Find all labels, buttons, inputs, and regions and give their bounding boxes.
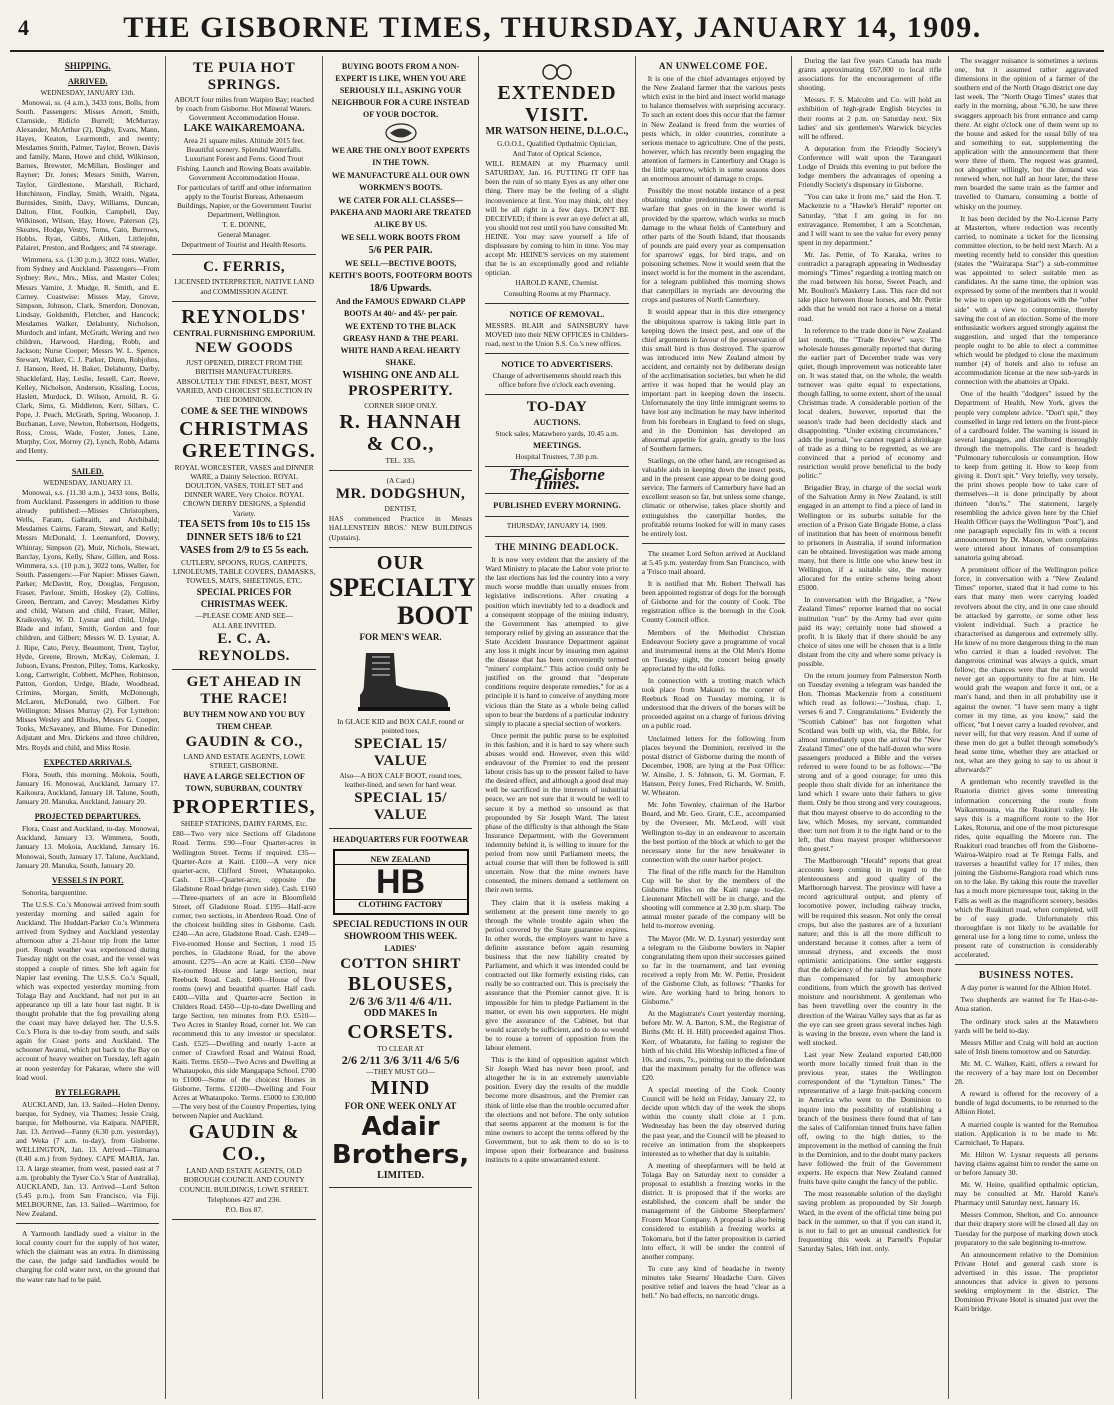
gaudin-bottom-sub: LAND AND ESTATE AGENTS, OLD BOROUGH COUNCIL AND COUNTY COUNCIL BUILDINGS, LOWE STREET. bbox=[179, 1166, 309, 1194]
logo-top: NEW ZEALAND bbox=[335, 855, 467, 865]
arrived-date: WEDNESDAY, JANUARY 13th. bbox=[40, 89, 135, 98]
ware-text: ROYAL WORCESTER, VASES and DINNER WARE, a Dainty Selection. ROYAL DOULTON, VASES, TOILET SET and DINNER WARE, Very Choice. ROYAL CROWN DERBY DESIGNS, a Splendid Variety. bbox=[174, 463, 314, 518]
goods-text: JUST OPENED, DIRECT FROM THE BRITISH MANUFACTURERS. bbox=[185, 357, 303, 376]
hannah-ad bbox=[329, 56, 472, 471]
business-item: Messrs Miller and Craig will hold an auction sale of Irish linens tomorrow and on Saturday. bbox=[954, 1037, 1098, 1056]
one-week: FOR ONE WEEK ONLY AT bbox=[344, 1101, 457, 1112]
heine-title: MR WATSON HEINE, D.L.O.C., bbox=[485, 126, 629, 137]
foe-text: It is one of the chief advantages enjoyed by the New Zealand farmer that the various pests which exist in the bird and insect world manage to balance themselves with surprising accuracy. To such an extent does this occur that the farmer in New Zealand is freed from the worries of pests which, in older countries, constitute a serious menace to agriculture. One of the pests, however, which has recently been engaging the attention of farmers in Canterbury and Otago is the little sparrow, which in some seasons does an enormous amount of damage to crops. bbox=[641, 74, 786, 184]
news-item: Unclaimed letters for the following from places beyond the Dominion, received in the postal district of Gisborne during the month of December, 1908, are lying at the Post Office: W. Ainslie, J. S. Johnson, G. M. Gorman, F. Hanson, Percy Jones, Fred Richards, W. Smith, W. Wheaton. bbox=[641, 733, 786, 798]
news-item: Mr. Jas. Pettie, of To Karaka, writes to contradict a paragraph appearing in Wednesday morning's "Times" regarding a trotting match on the road between his horse, Sweet Peach, and Mr. Boulton's Maskerry Lass. This race did not take place between those horses, and Mr. Pettie adds that he would not race a horse on a metal road. bbox=[798, 249, 942, 323]
please-come: —PLEASE COME AND SEE— bbox=[195, 610, 293, 620]
adair-brothers: Adair Brothers, bbox=[331, 1112, 470, 1171]
christmas-sub: GREETINGS. bbox=[181, 440, 316, 463]
news-item: A gentleman who recently travelled in the Ruatoria district gives some interesting information concerning the route from Waikaremoana, via the Ruakituri valley. He says this is a magnificent route to the Hot Lakes, Rotorua, and one of the most picturesque rides, quite equalling the Morere run. The Ruakituri road branches off from the Gisborne-Wairoa-Waipiro road at Te Reinga Falls, and traverses a beautiful valley for 17 miles, then joining the Gisborne-Rangiora road which runs on to the lake. By taking this route the traveller has a much more picturesque tour, taking in the Falls as well as the magnificent scenery, besides which the Ruakituri road, when completed, will be of easy grade. Unfortunately this thoroughfare is not likely to be available for general use for a long time to come, unless the present rate of construction is considerably accelerated. bbox=[954, 777, 1098, 960]
vases: VASES from 2/9 to £5 5s each. bbox=[179, 544, 309, 556]
news-item: A deputation from the Friendly Society's Conference will wait upon the Tarangauri Lodge of Druids this evening to put before the lodge members the advantages of opening a Friendly Society's dispensary in Gisborne. bbox=[798, 143, 942, 190]
special-prices: SPECIAL PRICES FOR CHRISTMAS WEEK. bbox=[196, 586, 292, 609]
gaudin-ad bbox=[172, 670, 315, 1220]
business-item: An announcement relative to the Dominion Private Hotel and general cash store is advertised in this issue. The proprietor announces that advice is given to persons seeking employment in the district. The Dominion Private Hotel is situated just over the Kaiti bridge. bbox=[954, 1249, 1098, 1314]
tourist-text: For particulars of tariff and other information apply to the Tourist Bureau, Athenaeum Buildings, Napier, or the Government Tourist Department, Wellington. bbox=[176, 182, 312, 220]
te-puia-text: ABOUT four miles from Waipiro Bay; reached by coach from Gisborne. Hot Mineral Waters. Government Accommodation House. bbox=[174, 95, 314, 123]
arrived-heading: ARRIVED. bbox=[68, 77, 108, 87]
news-item: Last year New Zealand exported £40,000 worth more locally tinned fruit than in the previous year, states the Wellington correspondent of the "Lyttelton Times." The representative of a large fruit-packing concern in America who went to the Dominion to inquire into the possibility of establishing a branch of the business there found that of late the sales of Californian tinned fruits have fallen off, owing to the high duties, to the improvement in the method of canning the fruit in the Dominion, and to the doubt many packers have followed the fruit of the Government experts. He expects that New Zealand canned fruits have quite caught the fancy of the public. bbox=[798, 1049, 942, 1187]
news-item: It has been decided by the No-License Party at Masterton, where reduction was recently carried, to nominate a ticket for the licensing committee election, to be held next March. At a meeting recently held to consider this question (states the "Wairarapa Star") a sub-committee was appointed to select suitable men as candidates. At the same time, the opinion was expressed by some of the members that it would be wise to open up negotiations with the "other side" with a view to compromise, thereby saving the cost of an election. Some of the more enthusiastic workers argued strongly against the suggestion, and urged that the temperance people ought to be able to elect a committee which would be pledged to close the maximum number (4) of hotels and also to refuse an accommodation license at the new sub-yards in connection with the abattoirs at Opaki. bbox=[954, 213, 1098, 387]
mens-wear: FOR MEN'S WEAR. bbox=[359, 631, 442, 642]
news-item: In conversation with the Brigadier, a "New Zealand Times" reporter learned that no social institution "run" by the Army had ever quite paid its way; certainly none had showed a profit. It is likely that if there should be any choice of sites one will be chosen that is a little distant from the city and where some privacy is possible. bbox=[798, 595, 942, 668]
news-item: A special meeting of the Cook County Council will be held on Friday, January 22, to decide upon which day of the week the shops within the county shall close at 1 p.m. Wednesday has been the day observed during the past year, and the Council will be pleased to receive an intimation from the shopkeepers interested as to whether that day is suitable. bbox=[641, 1085, 786, 1158]
harold-kane: HAROLD KANE, Chemist. bbox=[515, 278, 599, 288]
hannah-tel: TEL. 335. bbox=[385, 456, 416, 466]
te-puia-ad bbox=[172, 56, 315, 255]
corsets-label: CORSETS. bbox=[347, 1021, 454, 1044]
property-listings: £80—Two very nice Sections off Gladstone Road. Terms. £90—Four Quarter-acres in Wellington Street. Terms if required. £35—Quarter-Acre at Kaiti. £100—A very nice quarter-acre, Clifford Street, Whataupoko. Cash. £130—Quarter-acre, opposite the Gladstone Road bridge (town side). Cash. £160—Three-quarters of an acre in Bloomfield Street, off Gladstone Road. £195—Half-acre corner, two sections, in Aberdeen Road. One of the choicest building sites in Gisborne. Cash. £240—An acre, Gladstone Road. Cash. £249—Five-roomed House and Section, 1 rood 15 perches, in Gladstone Road, for the above amount. £275—An acre at Kaiti. £350—New six-roomed House and large section, near Reebuck Road. Cash. £400—House of five rooms (new) and beautiful quarter. Half cash. £400—Villa and Quarter-acre Section in Childers Road. £450—Up-to-date Dwelling and large Section, ten minutes from P.O. £510—Two Acres in Stanley Road, corner lot. We can recommend this to any investor or speculator. Cash. £525—Dwelling and nearly 1-acre at corner of Crawford Road and Wainui Road, Kaiti. Terms. £650—Two Acres and Dwelling at Whataupoko, this side Mangapapa School. £700 to £1000—Some of the choicest Homes in Gisborne. Terms. £1200—Dwelling and Four Acres at Whataupoko. Terms. £5000 to £30,000—The very best of the Country Properties, lying between Napier and Auckland. bbox=[172, 829, 316, 1121]
famous-text: And the FAMOUS EDWARD CLAPP BOOTS At 40/- and 45/- per pair. bbox=[335, 297, 466, 318]
column-misc-business bbox=[949, 56, 1104, 1399]
cater-text: WE CATER FOR ALL CLASSES—PAKEHA AND MAORI ARE TREATED ALIKE BY US. bbox=[330, 196, 471, 229]
deadlock-text: Once permit the public purse to be exploited in this fashion, and it is hard to say where such abuses would end. However, even this wild endeavour of the Premier to end the present labour crisis has up to the present failed to have the desired effect, and although a good deal may well be sacrificed in the interests of industrial peace, we are not sure that it would be well to secure it by a method so unsound as that propounded by Sir Joseph Ward. The latest phase of the difficulty is that although the State Insurance Department, with the Government indemnity behind it, is willing to insure for the period from now until Parliament meets, the actual course that will then be followed is still uncertain. Now that the mine owners have consented, the miners demand a settlement on their own terms. bbox=[485, 730, 629, 895]
christmas-title: CHRISTMAS bbox=[179, 418, 310, 441]
manufacture-text: WE MANUFACTURE ALL OUR OWN WORKMEN'S BOOTS. bbox=[331, 171, 470, 192]
all-invited: ALL ARE INVITED. bbox=[212, 621, 277, 630]
news-item: In reference to the trade done in New Zealand last month, the "Trade Review" says: The wholesale houses generally reported that during the earlier part of December trade was very quiet, though improvement was noticeable later on. It was stated that, on the whole, the wealth turnover was quite equal to expectations, though falling, to some extent, short of the usual Christmas trade. A considerable portion of the local dealers, however, reported that the season's trade had been decidedly slack and disappointing. "Under existing circumstances," adds the journal, "we cannot regard a shrinkage of trade as a thing to be regretted, as we are convinced that a period of economy and restriction would prove beneficial to the body politic." bbox=[798, 325, 942, 481]
projected-text: Flora, Coast and Auckland, to-day. Monowai, Auckland, January 13. Wimmera, South, January 13. Mokoia, Auckland, January 16. Monowai, South, January 17. Talune, Auckland, January 20. Manuka, South, January 20. bbox=[16, 824, 160, 870]
arrived-text: Monowai, ss. (4 a.m.), 3433 tons, Bolls, from South. Passengers: Misses Arnott, Smith, Clarnside, Ridiclo Burrell; McMurray, Alexander, McArthur (2), Digby, Evans, Mann, Hayes, Keaton, Learmonth, and twenty; Mesdames Smith, Palmer, Taylor, Brown, Davis and family, Mann, Howe and child, Wilkinson, Barnes, Brewster, McMillan, Boslinger and Rayner; Dr. Jones; Messrs Smith, Warren, Taylor, Girdlestone, Marshall, Richard, Hutchinson, Findlay, Smith, Wraith, Ngata, Burnsides, Smith, Davy, Williams, Duncan, Dalton, Flint, Foulkin, Campbell, Day, Wilkinson, Wilson, Hay, Howe, Paterson (2), Skeates, Hodge, Vestry, Toms, Cato, Burrows, Hobbs, Ryan, Gibbs, Aitken, Littlejohn, Palairet, Preston, and Rodgers; and 74 steerage. bbox=[16, 97, 160, 253]
foe-text: Possibly the most notable instance of a pest obtaining undue predominance in the eternal warfare that goes on in the lower world is provided by the sparrow, which works so much damage to the wheat fields of Canterbury and other parts of the South Island, that thousands of pounds are paid every year as compensation for sparrows' eggs, for bird traps, and on poisoning schemes. Now it would seem that the insect world is for the moment in the ascendant, for a telegram published this morning shows that caterpillars in myriads are devouring the crops and pastures of North Canterbury. bbox=[641, 186, 786, 305]
sailed-date: WEDNESDAY, JANUARY 13. bbox=[43, 479, 133, 488]
blouses-label: BLOUSES, bbox=[347, 973, 454, 996]
mining-deadlock-title: THE MINING DEADLOCK. bbox=[495, 541, 619, 552]
dentist-label: DENTIST, bbox=[384, 504, 417, 514]
news-item: The Mayor (Mr. W. D. Lysnar) yesterday sent a telegram to the Gisborne bowlers in Napier congratulating them upon their successes gained so far in the tournament, and last evening received a reply from Mr. W. Pettie, President of the Gisborne Club, as follows: "Thanks for wire. Are working hard to bring honors to Gisborne." bbox=[641, 933, 786, 1007]
dodgshun-text: HAS commenced Practice in Messrs HALLENSTEIN BROS.' NEW BUILDINGS (Upstairs). bbox=[328, 514, 473, 542]
advertisers-notice bbox=[485, 354, 628, 395]
news-item: One of the health "dodgers" issued by the Department of Health, New York, gives the people very complete advice. "Don't spit," they counselled in large red letters on the front-piece of a cardboard folder. The warning is issued in several languages, and distributed thoroughly through the metropolis. The card is headed: "Pulmonary tuberculosis or consumption. How to keep from getting it. How to keep from giving it. Don't spit." Very briefly, very tersely, the print shows people how to take care of themselves—it is done principally by about thirteen "don'ts." The statement, largely resembling the advice given here by the Chief Health Officer (says the Wellington "Post"), and one paragraph especially fits in with a recent announcement by Dr. Mason, when complaints were uttered about inmates of consumption sanatoria going abroad. bbox=[954, 389, 1098, 563]
meetings-label: MEETINGS. bbox=[533, 440, 581, 451]
reductions-text: SPECIAL REDUCTIONS IN OUR SHOWROOM THIS WEEK. bbox=[332, 919, 469, 942]
lake-text: Area 21 square miles. Altitude 2015 feet. Beautiful scenery. Splendid Waterfalls. Luxuriant Forest and Ferns. Good Trout Fishing. Launch and Rowing Boats available. Government Accommodation House. bbox=[176, 136, 312, 182]
masthead-rule bbox=[10, 50, 1104, 52]
tea-sets: TEA SETS from 10s to £15 15s bbox=[178, 518, 310, 530]
news-item: Messrs. F. S. Malcolm and Co. will hold an exhibition of high-grade English bicycles in their rooms at 2 p.m. on Saturday next. Six ladies' and six gentlemen's Warwick bicycles will be offered. bbox=[798, 95, 942, 141]
extended-visit-title: EXTENDED VISIT. bbox=[497, 82, 617, 126]
gaudin-bottom: GAUDIN & CO., bbox=[188, 1121, 300, 1166]
masthead bbox=[0, 8, 1114, 48]
news-item: A prominent officer of the Wellington police force, in conversation with a "New Zealand Times" reporter, stated that it had come to his ears that many men were carrying loaded revolvers about the city, and in one case should be attacked by garrotte, or some other less violent individual. Such a practice he characterised as dangerous and extremely silly. He knew of no more dangerous thing to the man who carried it than a loaded revolver. The dangerous criminal was always a quick, smart fellow; the chances were that the man would never get an opportunity to fire at him. He would grab the weapon and force it out, or a man's hand, and then in all probability use it against the owner. "I have seen many a tight corner in my time, as you know," said the officer, "but I never carry a loaded revolver, and never will, for that very reason. And if some of these men do get a bullet through somebody's head some time, whether they are attacked or not, what are they going to say to us about it afterwards?" bbox=[954, 565, 1098, 775]
vessels-text: Sonorita, barquentine. bbox=[22, 887, 88, 897]
have-text: HAVE A LARGE SELECTION OF TOWN, SUBURBAN, COUNTRY bbox=[183, 772, 305, 794]
foe-text: It would appear that in this dire emergency the ubiquitous sparrow is taking little part in keeping down the insect pest, and one of the chief arguments in favour of the preservation of this small bird is thus destroyed. The sparrow was introduced into New Zealand almost by accident, and certainly not by deliberate design of the acclimatisation societies, but when he did arrive it was hoped that he would play an important part in keeping down the insects. Unfortunately the tiny little immigrant seems to have lost any inclination he may have inherited from his forebears in England to feed on slugs, and in the Dominion has developed an abnormal appetite for grain, greatly to the loss of Southern farmers. bbox=[641, 307, 786, 453]
projected-heading: PROJECTED DEPARTURES. bbox=[34, 812, 141, 822]
sell-price: 5/6 PER PAIR. bbox=[368, 245, 433, 256]
auctions-label: AUCTIONS. bbox=[533, 417, 581, 428]
te-puia-title: TE PUIA HOT SPRINGS. bbox=[193, 60, 296, 93]
shipping-heading: SHIPPING. bbox=[64, 61, 111, 71]
news-item: During the last five years Canada has made grants approximating £67,000 to local rifle associations for the encouragement of rifle shooting. bbox=[798, 56, 942, 93]
news-item: At the Magistrate's Court yesterday morning, before Mr. W. A. Barton, S.M., the Registrar of Births (Mr. H. H. Hill) proceeded against Thos. Kerr, of Whatatutu, for failing to register the birth of his child. His Worship inflicted a fine of 10s. and costs, 7s., pointing out to the defendant that the maximum penalty for the offence was £20. bbox=[641, 1009, 786, 1082]
clear-at: TO CLEAR AT bbox=[377, 1044, 424, 1054]
telegraph-text: AUCKLAND, Jan. 13. Sailed—Helen Denny, barque, for Sydney, via Thames; Jessie Craig, barque, for Melbourne, via Kaipara. NAPIER, Jan. 13. Arrived—Fanny (6.30 p.m. yesterday), and Weka (7 a.m. to-day), from Gisborne. WELLINGTON, Jan. 13. Arrived—Tiimaroa (8.40 a.m.) from Sydney. CAPE MARIA, Jan. 13. A large steamer, from west, passed east at 7 a.m. (probably the Tyser Co.'s Star of Australia). AUCKLAND, Jan. 13. Arrived—Lord Selton (5.45 p.m.), from San Francisco, via Fiji. MELBOURNE, Jan. 13. Sailed—Warrimoo, for New Zealand. bbox=[16, 1099, 160, 1218]
glace-text: In GLACE KID and BOX CALF, round or pointed toes, bbox=[337, 716, 464, 735]
mind-label: MIND bbox=[370, 1077, 431, 1100]
deadlock-text: This is the kind of opposition against which Sir Joseph Ward has never been proof, and altogether he is in an extremely unenviable position. Every day the results of the muddle become more disastrous, and the Premier can think of little else than the trouble occurred after the elections and not before. The only solution that seems apparent at the moment is for the mine owners to accept the terms offered by the Government, but to ask them to do so is to impose upon their forbearance and business instincts to a quite unwarranted extent. bbox=[485, 1055, 629, 1165]
boot-illustration-icon bbox=[346, 645, 456, 715]
hb-clothing-ad bbox=[329, 829, 472, 1188]
harold-sub: Consulting Rooms at my Pharmacy. bbox=[503, 288, 611, 298]
vessels-heading: VESSELS IN PORT. bbox=[52, 875, 124, 885]
properties: PROPERTIES, bbox=[172, 796, 316, 819]
sell-text: WE SELL WORK BOOTS FROM bbox=[340, 233, 461, 242]
race-sub: BUY THEM NOW AND YOU BUY THEM CHEAP. bbox=[183, 710, 306, 732]
wesell-price: 18/6 Upwards. bbox=[369, 283, 432, 294]
wesell-text: WE SELL—BECTIVE BOOTS, KEITH'S BOOTS, FOOTFORM BOOTS bbox=[328, 259, 473, 280]
news-item: The final of the rifle match for the Hamilton Cup will be shot by the members of the Gisborne Rifles on the Kaiti range to-day. Lieutenant Mitchell will be in charge, and the shooting will commence at 2.30 p.m. sharp. The annual muster parade of the company will be held to-morrow evening. bbox=[641, 866, 786, 931]
heine-sub-2: And Tutor of Optical Science, bbox=[512, 149, 602, 159]
hb-logo bbox=[333, 849, 469, 915]
news-item: On the return journey from Palmerston North on Tuesday evening a telegram was handed the Hon. Thomas Mackenzie from a constituent which read as follows:—"Joshua, chap. 1, verses 6 and 7. Congratulations." Evidently the "Scottish Cabinet" has not forgotten what Scotland was built up with, via, the Bible, for almost immediately upon the arrival the "New Zealand Times" one of the half-dozen who were passengers produced a Bible and the verses referred to were found to be as follows:—"Be strong and of a good courage; for unto this people thou shalt divide for an inheritance the land which I sware unto their fathers to give them. Only be thou strong and very courageous, that thou mayest observe to do according to the law, which Moses, my servant, commanded thee: turn not from it to the right hand or to the left, that thou mayest prosper whithersoever thou goest." bbox=[798, 671, 942, 853]
gaudin-title: GAUDIN & CO., bbox=[185, 734, 303, 751]
our-label: OUR bbox=[376, 551, 425, 574]
dodgshun-ad bbox=[329, 471, 472, 547]
columns bbox=[10, 56, 1104, 1399]
limited-label: LIMITED. bbox=[377, 1170, 425, 1182]
blouse-prices: 2/6 3/6 3/11 4/6 4/11. bbox=[349, 994, 452, 1009]
gisborne-times-nameplate: The Gisborne Times. bbox=[509, 465, 605, 494]
business-item: Mr. M. C. Walker, Kaiti, offers a reward for the recovery of a bay mare lost on December 28. bbox=[954, 1058, 1098, 1087]
advertisers-heading: NOTICE TO ADVERTISERS. bbox=[501, 358, 613, 369]
also-text: Also—A BOX CALF BOOT, round toes, leather-lined, and sewn for hard wear. bbox=[339, 770, 462, 789]
prosperity: PROSPERITY. bbox=[348, 383, 453, 399]
logo-bottom: CLOTHING FACTORY bbox=[335, 899, 467, 909]
donne-role: General Manager. bbox=[217, 230, 271, 240]
advertisers-text: Change of advertisements should reach this office before five o'clock each evening. bbox=[492, 370, 622, 389]
ferris-role: LICENSED INTERPRETER, NATIVE LAND and COMMISSION AGENT. bbox=[174, 277, 314, 296]
specialty-label: SPECIALTY bbox=[328, 572, 476, 602]
odd-makes: ODD MAKES In bbox=[363, 1008, 438, 1020]
lake-title: LAKE WAIKAREMOANA. bbox=[183, 123, 305, 135]
reynolds-sub: CENTRAL FURNISHING EMPORIUM. bbox=[173, 328, 316, 338]
goods-text-2: ABSOLUTELY THE FINEST, BEST, MOST VARIED, AND CHOICEST SELECTION IN THE DOMINION. bbox=[176, 376, 313, 404]
foe-text: Starlings, on the other hand, are recognised as valuable aids in keeping down the insect pests, and in the present case appear to be doing good service. The farmers of Canterbury have had an excellent season so far, but unless some change, climatic or otherwise, takes place shortly and extinguishes the caterpillar hordes, the profitable returns looked for will in many cases be entirely lost. bbox=[641, 455, 786, 538]
business-item: A day porter is wanted for the Albion Hotel. bbox=[960, 983, 1091, 993]
expected-text: Flora, South, this morning. Mokoia, South, January 16. Monowai, Auckland, January 17. Kaikoura, Auckland, January 18. Talune, South, January 20. Manuka, Auckland, January 20. bbox=[16, 769, 160, 807]
eca-reynolds: E. C. A. REYNOLDS. bbox=[198, 631, 290, 665]
news-item: The swagger nuisance is sometimes a serious one, but it assumed rather aggravated dimensions in the opinion of a farmer of the southern end of the North Otago district one day last week. The "North Otago Times" states that early in the morning, about "6.30, he saw three swaggers approach his front entrance and camp there. At eight o'clock one of them went up to the house and asked for the usual billy of tea and something to eat, supplementing the application with the announcement that there were three of them. The request was granted, not altogether willingly, but the demand was renewed when, not half an hour later, the three men boarded the same train as the farmer and travelled to Oamaru, consuming a bottle of whisky on the journey. bbox=[954, 56, 1098, 211]
card-label: (A Card.) bbox=[386, 476, 415, 486]
dateline: THURSDAY, JANUARY 14, 1909. bbox=[506, 522, 608, 531]
must-go: —THEY MUST GO— bbox=[366, 1067, 436, 1077]
business-notes-heading: BUSINESS NOTES. bbox=[978, 970, 1074, 982]
removal-heading: NOTICE OF REMOVAL. bbox=[509, 308, 605, 319]
news-item: The most reasonable solution of the daylight saving problem as propounded by Sir Joseph Ward, in the event of the official time being put back in the summer, so that if you can stand it, is not to fail to get an unusual candlestick for frequenting this week at Parnell's Popular Saturday Sales, 16th inst. only. bbox=[798, 1189, 942, 1253]
business-item: A married couple is wanted for the Remuhoa station. Application is to be made to Mr. Carmichael, Te Hapara. bbox=[954, 1119, 1098, 1147]
column-local-news bbox=[636, 56, 792, 1399]
news-item: In connection with a trotting match which took place from Makauri to the corner of Reebuck Road on Tuesday morning, it is understood that the drivers of the horses will be proceeded against on a charge of furious driving on a public road. bbox=[641, 676, 786, 731]
column-general-news bbox=[792, 56, 948, 1399]
today-box bbox=[485, 395, 628, 467]
crest-icon bbox=[384, 122, 418, 144]
logo-hb: HB bbox=[375, 863, 426, 902]
today-label: TO-DAY bbox=[526, 399, 588, 416]
gaudin-sub: LAND AND ESTATE AGENTS, LOWE STREET, GISBORNE. bbox=[183, 752, 305, 771]
arrived-text: Wimmera, s.s. (1.30 p.m.), 3022 tons, Waller, from Sydney and Auckland. Passengers—From Sydney: Rev., Mrs., Miss, and Master Coles; Messrs Vamire, J. Mudge, R. Smith, and E. Carney. Coastwise: Misses May, Grove, Simpson, Johnson, Clark, Smerdon, Donovan, Lindsay, Goldsmith, Fletcher, and Hancock; Mesdames Walker, Delahunty, Nicholson, Murdoch and infant, McGrath, Wering and two children, Harwood, Harding, Robb, and Jackson; Nurse Cooper; Messrs W. L. Spence, Stewart, Walker, C. J. Parker, Dunn, Robjohns, J. Hanson, Reed, H. Baker, Delahunty, Darby, Shacklefard, Hay, Leslie, Jessell, Carr, Reeve, Kelley, Nicholson, Anderson, Kissling, Locus, Haslett, Murdock, D. Wilson, Arnold, R. G. Clark, Sims, G. Middleton, Kerr, Sillars, C. Pope, J. Peach, McGrath, Spring, Woosnop, J. Buchanan, Love, Newton, Robertson, Hodgetts, Ross, Cross, Wade, Foster, Jones, Lane, Murphy, Cox, Morrey (2), Lynch, Robb, Adams and Henty. bbox=[16, 255, 160, 456]
landlady-text: A Yarmouth landlady sued a visitor in the local county court for the supply of hot water, which the claimant was an extra. In dismissing the case, the judge said landladies would be charging for cold water next, on the ground that the water rate had to be paid. bbox=[16, 1229, 160, 1284]
removal-notice bbox=[485, 304, 628, 354]
unwelcome-foe-title: AN UNWELCOME FOE. bbox=[659, 61, 768, 71]
special-value-1: SPECIAL 15/ VALUE bbox=[354, 735, 447, 769]
hannah-name: R. HANNAH & CO., bbox=[339, 411, 462, 456]
sailed-heading: SAILED. bbox=[71, 467, 104, 477]
sailed-text: Monowai, s.s. (11.30 a.m.), 3433 tons, Bolls, from Auckland. Passengers in addition to those already published:—Misses Christophers, Wells, Faram, Galbraith, and Archibald; Mesdames Cairns, Faram, Stewart, and Kelly; Messrs McDonald, J. Leemanford, Dovery, Whinray, Simpson (2), Muir, Nichols, Stewart, Barclay, Lyons, Kelly, Shaw, Gillen, and Ross. Wimmera, s.s. (10 p.m.), 3022 tons, Waller, for South. Passengers:—For Napier: Misses Gawn, Parker, McDavitt, Roy, Douglas, Ferguson, Fraser, Pavlour, Smith, Hoskey (2), Collins, Green, Bertram, and Cavey; Mesdames Kirby and child, Watson and child, Fraser, Miller, Kraikovsky, W. D. Lysnar and child, Urdge, Blade and infant, Smith, Gordon and four children, and Gilbert; Messrs W. D. Lysnar, A. J. Ripe, Cato, Percy, Beaumont, Trent, Taylor, Hyde, Greene, Brown, McKay, Coleman, J. Jobson, Evans, Preston, Pilley, Toms, Karkosky, Long, Cartwright, Cobbett, McPhee, Robinson, Patton, Gordon, Urdge, Blade, Woodhead, Crimins, Morgan, Smith, McDonough, McLaren, McDonald, two Gilbert. For Wellington: Misses Murray (2). For Lyttelton: Misses Wesley and Rhodes, Messrs G. Cooper, Tonks, McSavaney, and Blume. For Dunedin: Adjutant and Mrs. Dickens and three children, Mrs. Royds and child, and Miss Rosie. bbox=[16, 487, 160, 752]
extend-text: WE EXTEND TO THE BLACK GREASY HAND & THE PEARL WHITE HAND A REAL HEARTY SHAKE. bbox=[340, 322, 461, 367]
race-title: GET AHEAD IN THE RACE! bbox=[186, 674, 302, 708]
expected-heading: EXPECTED ARRIVALS. bbox=[43, 757, 132, 767]
business-item: Two shepherds are wanted for Te Hau-o-te-Atua station. bbox=[954, 995, 1098, 1014]
wishing-text: WISHING ONE AND ALL bbox=[342, 370, 459, 381]
optician-crest-icon bbox=[540, 60, 574, 82]
auctions-text: Stock sales, Matawhero yards, 10.45 a.m. bbox=[495, 429, 619, 439]
column-boot-ads bbox=[323, 56, 479, 1399]
dinner-sets: DINNER SETS 18/6 to £21 bbox=[186, 531, 302, 543]
news-item: Mr. John Townley, chairman of the Harbor Board, and Mr. Geo. Grant, C.E., accompanied by the Overseer, Mr. McLeod, will visit Wellington to-day in an endeavour to ascertain the best portion of the block at which to get the necessary stone for the new breakwater in connection with the outer harbor project. bbox=[641, 800, 786, 864]
hq-text: HEADQUARTERS FUR FOOTWEAR bbox=[332, 835, 469, 845]
corner-shop: CORNER SHOP ONLY. bbox=[364, 401, 438, 410]
po-box: P.O. Box 87. bbox=[225, 1204, 263, 1214]
only-text: WE ARE THE ONLY BOOT EXPERTS IN THE TOWN. bbox=[331, 146, 470, 167]
goods-title: NEW GOODS bbox=[195, 339, 294, 356]
business-item: The ordinary stock sales at the Matawhero yards will be held to-day. bbox=[954, 1016, 1098, 1035]
dodgshun-name: MR. DODGSHUN, bbox=[335, 486, 466, 503]
deadlock-text: They claim that it is useless making a settlement at the present time merely to go through the whole trouble again when the period covered by the State guarantee expires. In other words, the employers want to have a definite assurance before again resuming business that the new liability created by Parliament, and which it was intended could be contracted out like formerly existing risks, can really be so contracted out. This is precisely the assurance that the Premier cannot give. It is impossible for him to pledge Parliament in the matter, or even his own supporters. He might give the assurance of the Cabinet, but that would scarcely be sufficient, and to do so would be to rouse a torrent of opposition from the labour element. bbox=[485, 897, 629, 1052]
ferris-ad bbox=[172, 255, 315, 301]
deadlock-text: It is now very evident that the anxiety of the Ward Ministry to placate the Labor vote prior to the last elections has led the country into a very much worse muddle than usually ensues from legislative indiscretions. After creating a position which inevitably led to a deadlock and a consequent stoppage of the mining industry, the Government has attempted to give temporary relief by giving an assurance that the State Accident Insurance Department against any loss it might incur by insuring men against the disease that has been conveniently termed "miners' complaint." This action could only be justified on the ground that "desperate conditions require desperate remedies," for as a principle it is hard to conceive of anything more vicious than the State as a whole being called upon to bear the burdens of a particular industry simply to placate a special section of workers. bbox=[485, 555, 629, 728]
specialty-boot-ad bbox=[328, 548, 476, 829]
port-text: The U.S.S. Co.'s Monowai arrived from south yesterday morning and sailed again for Auckland. The Huddart-Parker Co.'s Wimmera arrived from Sydney and Auckland yesterday afternoon after a 21-hour trip from the latter port. Rough weather was experienced during Tuesday night on the coast, and the vessel was stopped a couple of times. She left again for Napier last evening. The U.S.S. Co.'s Squall, which was expected yesterday morning from Tolaga Bay and Auckland, had not put in an appearance up till a late hour last night. It is thought probable that the fog prevailing along the coast may have delayed her. The U.S.S. Co.'s Flora is due to-day from south, and sails again for Coast ports and Auckland. The schooner Awanui, which put back to the Bay on account of heavy weather on Tuesday, left again at noon yesterday for Pakarae, where she will load wool. bbox=[16, 899, 160, 1082]
meetings-text: Hospital Trustees, 7.30 p.m. bbox=[515, 452, 599, 462]
donne-name: T. E. DONNE, bbox=[222, 220, 266, 230]
buying-text: BUYING BOOTS FROM A NON-EXPERT IS LIKE, WHEN YOU ARE SERIOUSLY ILL, ASKING YOUR NEIGHBOUR FOR A CURE INSTEAD OF YOUR DOCTOR. bbox=[331, 62, 470, 119]
come-see: COME & SEE THE WINDOWS bbox=[180, 406, 308, 417]
published-label: PUBLISHED EVERY MORNING. bbox=[493, 500, 621, 511]
column-notices-editorial bbox=[479, 56, 635, 1399]
news-item: To cure any kind of headache in twenty minutes take Stearns' Headache Cure. Gives positive relief and leaves the head "clear as a bell." No bad effects, no narcotic drugs. bbox=[641, 1263, 786, 1301]
news-item: It is notified that Mr. Robert Thelwall has been appointed registrar of dogs for the borough of Gisborne and for the county of Cook. The registration office is the borough in the Cook County Council office. bbox=[641, 579, 786, 625]
boot-label: BOOT bbox=[397, 600, 473, 630]
reynolds-title: REYNOLDS' bbox=[181, 305, 307, 328]
column-shipping bbox=[10, 56, 166, 1399]
news-item: "You can take it from me," said the Hon. T. Mackenzie to a "Hawke's Herald" reporter on Saturday, "that I am going in for no extravagance. Remember, I am a Scotchman, and I will want to see the value for every penny spent in my department." bbox=[798, 192, 942, 247]
news-item: The steamer Lord Sefton arrived at Auckland at 5.45 p.m. yesterday from San Francisco, with a 'Frisco mail aboard. bbox=[641, 548, 786, 576]
heine-sub: G.O.O.I., Qualified Opthalmic Optician, bbox=[497, 139, 617, 148]
cutlery-text: CUTLERY, SPOONS, RUGS, CARPETS, LINOLEUMS, TABLE COVERS, DAMASKS, TOWELS, MATS, SHEETINGS, ETC. bbox=[173, 557, 316, 585]
properties-sub: SHEEP STATIONS, DAIRY FARMS, Etc. bbox=[180, 819, 308, 829]
telegraph-heading: BY TELEGRAPH. bbox=[55, 1087, 121, 1097]
cotton-label: COTTON SHIRT bbox=[340, 956, 461, 973]
ferris-name: C. FERRIS, bbox=[203, 259, 286, 276]
special-value-2: SPECIAL 15/ VALUE bbox=[354, 790, 447, 824]
newspaper-title: THE GISBORNE TIMES, THURSDAY, JANUARY 14, 1909. bbox=[123, 11, 982, 44]
column-advertisements bbox=[166, 56, 322, 1399]
donne-dept: Department of Tourist and Health Resorts. bbox=[181, 240, 307, 250]
telephones: Telephones 427 and 236. bbox=[207, 1194, 282, 1204]
news-item: A meeting of sheepfarmers will be held at Tolaga Bay on Saturday next to consider a proposal to establish a freezing works in the district. It is proposed that if the works are established, the concern shall be under the management of the Gisborne Sheepfarmers' Frozen Meat Company. A proposal is also being considered to establish a freezing works at Tokomaru, but if the latter proposition is carried into effect, it will be under the control of another company. bbox=[641, 1160, 786, 1261]
news-item: Members of the Methodist Christian Endeavour Society gave a programme of vocal and instrumental items at the Old Men's Home on Tuesday night, the concert being greatly appreciated by the old folks. bbox=[641, 627, 786, 673]
news-item: The Marlborough "Herald" reports that great accounts keep coming in in regard to the plenteousness and good quality of the Marlborough harvest. The province will have a record agricultural output, and plenty of locomotive power, including railway trucks, will be required this season. Not only the cereal crops, but also the pastures are of a luxuriant nature; and this is all the more difficult to understand because it comes after a term of unusual dryness, and exceeds the most optimistic anticipations. One settler suggests that the deficiency of the rainfall has been more than compensated for by atmospheric conditions, from which the growth has derived moisture and nourishment. A gentleman who has been travelling over the country in the direction of the Wairau Valley says that as far as the eye can see green grass several inches high is waving in the breeze, even where the land is well stocked. bbox=[798, 855, 942, 1047]
heine-ad bbox=[485, 56, 628, 304]
removal-text: MESSRS. BLAIR and SAINSBURY have MOVED into their NEW OFFICES in Childers-road, next to the Union S.S. Co.'s new offices. bbox=[485, 320, 629, 348]
corset-prices: 2/6 2/11 3/6 3/11 4/6 5/6 bbox=[341, 1053, 460, 1068]
business-item: Mr. Hilton W. Lysnar requests all persons having claims against him to render the same on or before January 30. bbox=[954, 1149, 1098, 1177]
business-item: A reward is offered for the recovery of a bundle of legal documents, to be returned to the Albion Hotel. bbox=[954, 1089, 1098, 1117]
news-item: Brigadier Bray, in charge of the social work of the Salvation Army in New Zealand, is still engaged in an attempt to find a piece of land in Wellington or its suburbs suitable for the erection of a Prison Gate Brigade Home, a class of institution that has been of enormous benefit to prisoners in Australia, if sound information can be obtained. Investigation was made among many, but there is little one who knew best in Wellington, if a suitable site, the money allocated for the entire scheme being about £5000. bbox=[798, 483, 942, 593]
page-number: 4 bbox=[18, 15, 29, 40]
business-item: Messrs Common, Shelton, and Co. announce that their drapery store will be closed all day on Tuesday for the purpose of marking down stock preparatory to the sale beginning to-morrow. bbox=[954, 1210, 1098, 1247]
heine-text: WILL REMAIN at my Pharmacy until SATURDAY, Jan. 16. PUTTING IT OFF has been the ruin of so many Eyes as any other one thing. There may be the feeling of a slight inconvenience at first. You may think, oh! they will be all right in a few days. DON'T BE DECEIVED; if there is ever an eye defect at all, you should not rest until you have consulted Mr. HEINE. You may save yourself a life of displeasure by coming to him in time. You may accept Mr. HEINE'S services on my statement that he is an exceptionally good and reliable optician. bbox=[485, 159, 629, 278]
ladies-label: LADIES' bbox=[384, 944, 417, 954]
business-item: Mr. W. Heine, qualified opthalmic optician, may be consulted at Mr. Harold Kane's Pharmacy until Saturday next, January 16. bbox=[954, 1180, 1098, 1208]
reynolds-ad bbox=[172, 302, 315, 671]
